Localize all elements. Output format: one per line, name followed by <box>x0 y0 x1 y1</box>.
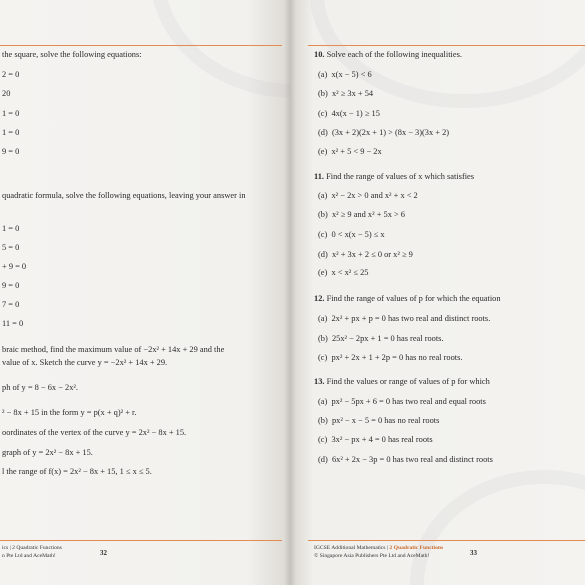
equation-line: 1 = 0 <box>2 224 20 233</box>
question-line: oordinates of the vertex of the curve y = 2x² − 8x + 15. <box>2 428 187 437</box>
instruction-line: quadratic formula, solve the following equations, leaving your answer in <box>2 191 246 200</box>
footer-chapter: 2 Quadratic Functions <box>389 545 444 551</box>
instruction-line: the square, solve the following equations: <box>2 50 142 59</box>
question-prompt: Find the range of values of x which satisfies <box>326 172 475 181</box>
part-text: x² + 5 < 9 − 2x <box>331 147 382 156</box>
equation-line: + 9 = 0 <box>2 262 27 271</box>
part-text: x² − 2x > 0 and x² + x < 2 <box>331 191 418 200</box>
equation-line: 20 <box>2 89 11 98</box>
book-gutter <box>284 0 296 585</box>
question-number: 11. <box>314 172 325 181</box>
equation-line: 11 = 0 <box>2 319 24 328</box>
equation-line: 7 = 0 <box>2 300 20 309</box>
question-12 <box>314 293 501 304</box>
question-line: l the range of f(x) = 2x² − 8x + 15, 1 ≤ x ≤ 5. <box>2 467 152 476</box>
part-item <box>318 209 405 220</box>
question-prompt: Find the range of values of p for which the equation <box>326 294 501 303</box>
part-item <box>318 229 385 240</box>
part-text: px² − x − 5 = 0 has no real roots <box>331 416 440 425</box>
part-label: (a) <box>318 191 328 200</box>
part-text: x² + 3x + 2 ≤ 0 or x² ≥ 9 <box>331 250 413 259</box>
part-text: x² ≥ 9 and x² + 5x > 6 <box>331 210 405 219</box>
top-rule <box>0 45 282 46</box>
equation-line: 9 = 0 <box>2 281 20 290</box>
page-number: 33 <box>470 549 477 557</box>
part-label: (b) <box>318 416 328 425</box>
footer-title <box>314 545 443 552</box>
watermark-arc <box>150 0 290 98</box>
part-item <box>318 127 449 138</box>
part-label: (b) <box>318 89 328 98</box>
equation-line: 1 = 0 <box>2 128 20 137</box>
equation-line: 2 = 0 <box>2 70 20 79</box>
part-text: 3x² − px + 4 = 0 has real roots <box>331 435 433 444</box>
part-label: (d) <box>318 455 328 464</box>
part-label: (b) <box>318 210 328 219</box>
footer-publisher: n Pte Ltd and AceMath! <box>2 553 56 559</box>
part-label: (a) <box>318 314 328 323</box>
question-11 <box>314 171 474 182</box>
part-item <box>318 69 372 80</box>
equation-line: 9 = 0 <box>2 147 20 156</box>
watermark-arc <box>410 470 585 585</box>
part-text: px² − 5px + 6 = 0 has two real and equal roots <box>331 397 486 406</box>
part-item <box>318 146 382 157</box>
question-line: graph of y = 2x² − 8x + 15. <box>2 448 93 457</box>
part-text: 25x² − 2px + 1 = 0 has real roots. <box>331 334 444 343</box>
question-13 <box>314 376 490 387</box>
bottom-rule <box>0 540 282 541</box>
question-line: ² − 8x + 15 in the form y = p(x + q)² + r. <box>2 408 137 417</box>
question-prompt: Find the values or range of values of p for which <box>326 377 490 386</box>
part-text: 6x² + 2x − 3p = 0 has two real and distinct roots <box>331 455 493 464</box>
part-item <box>318 396 486 407</box>
right-page <box>290 0 585 585</box>
page-number: 32 <box>100 549 107 557</box>
part-label: (e) <box>318 268 328 277</box>
question-number: 13. <box>314 377 325 386</box>
part-label: (b) <box>318 334 328 343</box>
part-item <box>318 249 413 260</box>
part-label: (c) <box>318 353 328 362</box>
part-text: x² ≥ 3x + 54 <box>331 89 374 98</box>
part-text: (3x + 2)(2x + 1) > (8x − 3)(3x + 2) <box>331 128 450 137</box>
part-label: (d) <box>318 250 328 259</box>
equation-line: 1 = 0 <box>2 109 20 118</box>
footer-title: ics | 2 Quadratic Functions <box>2 545 62 551</box>
question-number: 10. <box>314 50 325 59</box>
footer-book-title: IGCSE Additional Mathematics | <box>314 545 388 551</box>
part-item <box>318 108 380 119</box>
part-item <box>318 434 433 445</box>
part-label: (a) <box>318 70 328 79</box>
part-item <box>318 267 368 278</box>
part-label: (a) <box>318 397 328 406</box>
part-item <box>318 415 439 426</box>
part-text: 0 < x(x − 5) ≤ x <box>331 230 385 239</box>
question-prompt: Solve each of the following inequalities. <box>326 50 462 59</box>
part-item <box>318 190 418 201</box>
question-line: ph of y = 8 − 6x − 2x². <box>2 383 79 392</box>
part-text: 2x² + px + p = 0 has two real and distinct roots. <box>331 314 491 323</box>
top-rule <box>308 45 585 46</box>
part-item <box>318 352 462 363</box>
part-label: (c) <box>318 109 328 118</box>
part-text: x(x − 5) < 6 <box>331 70 372 79</box>
part-label: (c) <box>318 230 328 239</box>
part-item <box>318 88 373 99</box>
part-text: 4x(x − 1) ≥ 15 <box>331 109 380 118</box>
part-label: (d) <box>318 128 328 137</box>
footer-publisher: © Singapore Asia Publishers Pte Ltd and AceMath! <box>314 553 430 559</box>
left-page <box>0 0 290 585</box>
part-item <box>318 454 493 465</box>
part-item <box>318 313 490 324</box>
question-line: value of x. Sketch the curve y = −2x² + 14x + 29. <box>2 358 168 367</box>
question-number: 12. <box>314 294 325 303</box>
question-10 <box>314 49 462 60</box>
bottom-rule <box>308 540 585 541</box>
part-label: (c) <box>318 435 328 444</box>
part-text: x < x² ≤ 25 <box>331 268 369 277</box>
part-text: px² + 2x + 1 + 2p = 0 has no real roots. <box>331 353 463 362</box>
part-item <box>318 333 444 344</box>
question-line: braic method, find the maximum value of −2x² + 14x + 29 and the <box>2 345 225 354</box>
part-label: (e) <box>318 147 328 156</box>
equation-line: 5 = 0 <box>2 243 20 252</box>
